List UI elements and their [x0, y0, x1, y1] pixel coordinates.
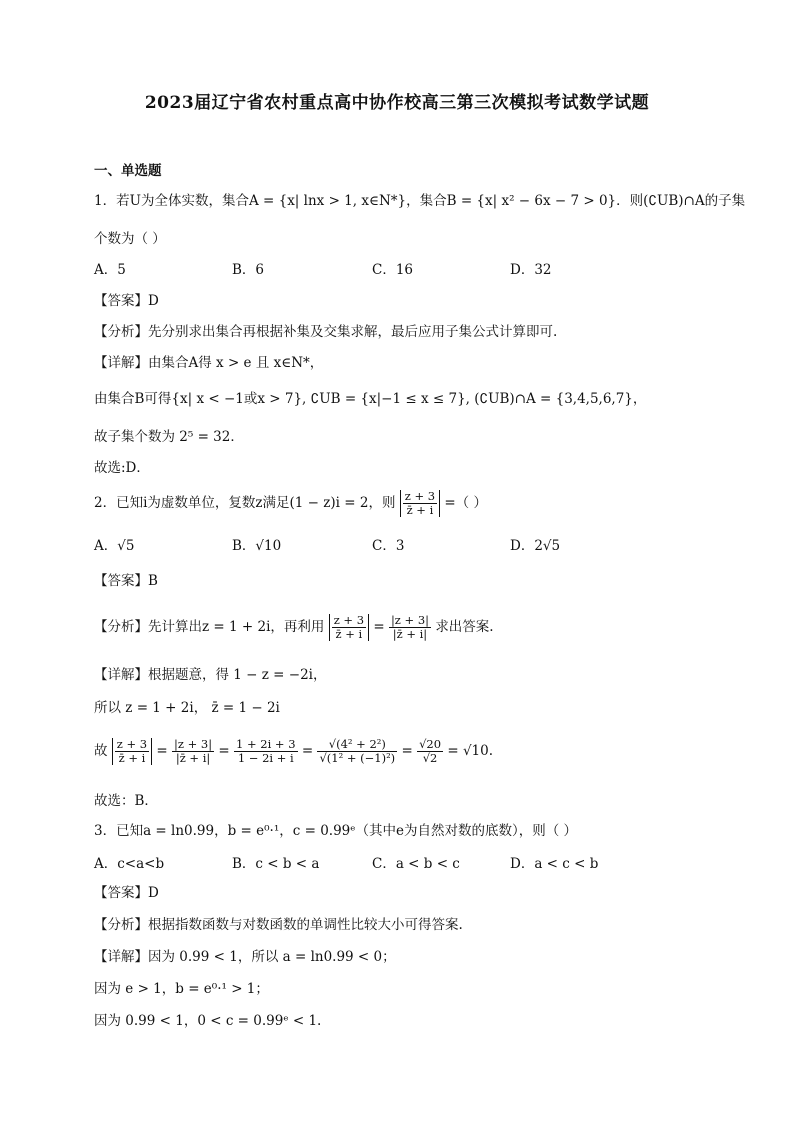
- q3-answer: 【答案】D: [94, 885, 159, 901]
- q2-detail3-frac3-den: √(1² + (−1)²): [319, 751, 396, 765]
- q1-options: [94, 258, 734, 280]
- q2-detail-line3: [94, 738, 493, 765]
- q2-answer: 【答案】B: [94, 573, 158, 589]
- q2-option-b: B．√10: [232, 538, 282, 554]
- page-title: 2023届辽宁省农村重点高中协作校高三第三次模拟考试数学试题: [144, 93, 650, 113]
- section-heading: 一、单选题: [94, 163, 162, 179]
- q2-stem-abs: [400, 490, 440, 517]
- q2-detail3-eq1: =: [156, 743, 168, 759]
- q2-detail3-fraction3: [317, 738, 397, 765]
- q2-detail3-fraction4: [417, 738, 443, 765]
- q2-stem-text: 2．已知i为虚数单位，复数z满足(1 − z)i = 2，则: [94, 495, 396, 511]
- q2-option-a: A．√5: [94, 538, 135, 554]
- q2-stem-fraction: [403, 490, 437, 517]
- q1-option-d: D．32: [510, 262, 552, 278]
- q2-detail3-frac4-num: √20: [419, 737, 442, 751]
- q1-option-c: C．16: [372, 262, 414, 278]
- q2-detail3-frac1-num: z + 3: [116, 737, 148, 751]
- q2-options: [94, 534, 734, 556]
- q3-detail-line2: 因为 e > 1，b = e⁰·¹ > 1；: [94, 981, 269, 997]
- q2-analysis-frac2-num: |z + 3|: [390, 613, 430, 627]
- q2-detail3-eq2: =: [218, 743, 230, 759]
- q2-analysis-frac1-den: z̄ + i: [335, 627, 363, 641]
- q2-stem: [94, 490, 487, 517]
- q2-analysis-frac2-den: |z̄ + i|: [392, 627, 428, 641]
- q3-analysis: 【分析】根据指数函数与对数函数的单调性比较大小可得答案.: [94, 917, 463, 933]
- q1-stem-line2: 个数为（ ）: [94, 231, 166, 247]
- q2-detail3-frac3-num: √(4² + 2²): [317, 738, 397, 752]
- q3-detail-line1: 【详解】因为 0.99 < 1，所以 a = ln0.99 < 0；: [94, 949, 396, 965]
- q2-analysis-abs1: [329, 614, 369, 641]
- q2-detail3-frac1-den: z̄ + i: [118, 751, 146, 765]
- q2-conclusion: 故选：B．: [94, 793, 158, 809]
- q2-option-d: D．2√5: [510, 538, 561, 554]
- q2-analysis-fraction2: [389, 614, 431, 641]
- q2-frac-numerator: z + 3: [404, 489, 436, 503]
- q2-stem-end: =（ ）: [444, 495, 487, 511]
- q2-analysis-text: 【分析】先计算出z = 1 + 2i，再利用: [94, 619, 325, 635]
- q2-frac-denominator: z̄ + i: [406, 503, 434, 517]
- q2-detail3-frac1b-den: |z̄ + i|: [175, 751, 211, 765]
- q2-analysis-eq: =: [373, 619, 385, 635]
- q2-detail3-end: = √10.: [447, 743, 494, 759]
- q2-detail3-frac4-den: √2: [422, 751, 438, 765]
- q2-option-c: C．3: [372, 538, 405, 554]
- q2-detail3-eq3: =: [301, 743, 314, 759]
- q2-detail3-fraction1: [115, 738, 149, 765]
- q2-detail3-abs1: [112, 738, 152, 765]
- q2-analysis-end: 求出答案.: [435, 619, 494, 635]
- q2-analysis: [94, 614, 494, 641]
- q3-detail-line3: 因为 0.99 < 1，0 < c = 0.99ᵉ < 1.: [94, 1013, 322, 1029]
- q1-detail-line1: 【详解】由集合A得 x > e 且 x∈N*，: [94, 355, 324, 371]
- q2-detail3-fraction2: [234, 738, 298, 765]
- q3-stem: 3．已知a = ln0.99，b = e⁰·¹，c = 0.99ᵉ（其中e为自然对数的底数），则（ ）: [94, 823, 578, 839]
- q3-options: [94, 852, 734, 874]
- q1-option-b: B．6: [232, 262, 265, 278]
- q1-stem-line1: 1．若U为全体实数，集合A = {x| lnx > 1, x∈N*}，集合B = {x| x² − 6x − 7 > 0}．则(∁UB)∩A的子集: [94, 193, 746, 209]
- q3-option-d: D．a < c < b: [510, 856, 599, 872]
- q2-detail3-frac2-num: 1 + 2i + 3: [236, 737, 296, 751]
- q1-detail-line3: 故子集个数为 2⁵ = 32．: [94, 429, 244, 445]
- q1-conclusion: 故选:D．: [94, 460, 150, 476]
- q1-analysis: 【分析】先分别求出集合再根据补集及交集求解，最后应用子集公式计算即可.: [94, 324, 558, 340]
- q2-analysis-frac1-num: z + 3: [333, 613, 365, 627]
- q1-answer: 【答案】D: [94, 293, 159, 309]
- q2-detail3-frac2-den: 1 − 2i + i: [237, 751, 294, 765]
- q3-option-b: B．c < b < a: [232, 856, 320, 872]
- q1-option-a: A．5: [94, 262, 126, 278]
- q2-detail3-eq4: =: [401, 743, 413, 759]
- q2-detail3-frac1b-num: |z + 3|: [174, 737, 213, 751]
- q2-detail-line2: 所以 z = 1 + 2i， z̄ = 1 − 2i: [94, 700, 280, 716]
- q2-detail-line1: 【详解】根据题意，得 1 − z = −2i，: [94, 667, 327, 683]
- q2-detail3-fraction1b: [172, 738, 214, 765]
- q1-detail-line2: 由集合B可得{x| x < −1或x > 7}, ∁UB = {x|−1 ≤ x ≤ 7}, (∁UB)∩A = {3,4,5,6,7}，: [94, 391, 647, 407]
- q3-option-c: C．a < b < c: [372, 856, 460, 872]
- q3-option-a: A．c<a<b: [94, 856, 165, 872]
- q2-detail3-prefix: 故: [94, 743, 108, 759]
- q2-analysis-fraction1: [332, 614, 366, 641]
